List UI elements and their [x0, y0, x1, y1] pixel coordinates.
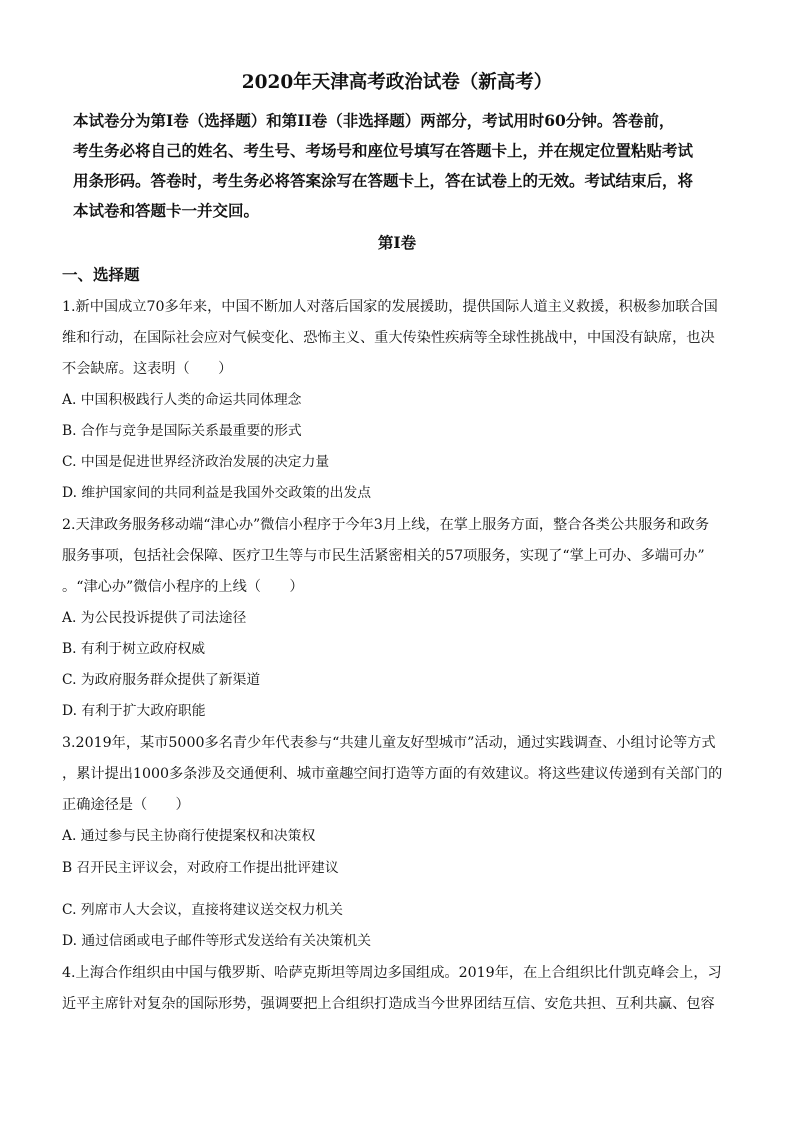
question-3-option-c: C. 列席市人大会议，直接将建议送交权力机关 [62, 902, 343, 918]
section-title: 第Ⅰ卷 [377, 233, 417, 252]
question-1-option-c: C. 中国是促进世界经济政治发展的决定力量 [62, 454, 330, 470]
page-title: 2020年天津高考政治试卷（新高考） [241, 72, 553, 93]
question-3-text: 正确途径是（ ） [62, 797, 190, 813]
exam-instructions [73, 106, 723, 226]
question-2-text: 。“津心办”微信小程序的上线（ ） [62, 579, 304, 595]
question-3-option-a: A. 通过参与民主协商行使提案权和决策权 [62, 828, 316, 844]
instruction-line: 用条形码。答卷时，考生务必将答案涂写在答题卡上，答在试卷上的无效。考试结束后，将 [73, 171, 694, 190]
question-2-text: 2.天津政务服务移动端“津心办”微信小程序于今年3月上线，在掌上服务方面，整合各类公共服务和政务 [62, 517, 710, 533]
question-1-option-a: A. 中国积极践行人类的命运共同体理念 [62, 392, 302, 408]
question-1-option-b: B. 合作与竞争是国际关系最重要的形式 [62, 423, 302, 439]
question-2-option-a: A. 为公民投诉提供了司法途径 [62, 610, 247, 626]
instruction-line: 本试卷分为第Ⅰ卷（选择题）和第II卷（非选择题）两部分，考试用时60分钟。答卷前， [73, 111, 675, 130]
part-title: 一、选择题 [62, 265, 140, 284]
question-4-text: 4.上海合作组织由中国与俄罗斯、哈萨克斯坦等周边多国组成。2019年，在上合组织比什凯克峰会上，习 [62, 965, 722, 981]
question-1-text: 1.新中国成立70多年来，中国不断加人对落后国家的发展援助，提供国际人道主义救援，积极参加联合国 [62, 299, 718, 315]
question-1-text: 维和行动，在国际社会应对气候变化、恐怖主义、重大传染性疾病等全球性挑战中，中国没有缺席，也决 [62, 330, 715, 346]
question-2-text: 服务事项，包括社会保障、医疗卫生等与市民生活紧密相关的57项服务，实现了“掌上可办、多端可办” [62, 548, 705, 564]
question-2-option-d: D. 有利于扩大政府职能 [62, 703, 206, 719]
instruction-line: 考生务必将自己的姓名、考生号、考场号和座位号填写在答题卡上，并在规定位置粘贴考试 [73, 141, 694, 160]
question-3-text: ，累计提出1000多条涉及交通便利、城市童趣空间打造等方面的有效建议。将这些建议传递到有关部门的 [62, 766, 723, 782]
question-3-text: 3.2019年，某市5000多名青少年代表参与“共建儿童友好型城市”活动，通过实践调查、小组讨论等方式 [62, 735, 716, 751]
question-1-text: 不会缺席。这表明（ ） [62, 361, 233, 377]
question-2-option-b: B. 有利于树立政府权威 [62, 641, 206, 657]
question-4-text: 近平主席针对复杂的国际形势，强调要把上合组织打造成当今世界团结互信、安危共担、互利共赢、包容 [62, 996, 715, 1012]
question-1-option-d: D. 维护国家间的共同利益是我国外交政策的出发点 [62, 485, 372, 501]
question-3-option-b: B 召开民主评议会，对政府工作提出批评建议 [62, 860, 339, 876]
question-3-option-d: D. 通过信函或电子邮件等形式发送给有关决策机关 [62, 933, 372, 949]
instruction-line: 本试卷和答题卡一并交回。 [73, 201, 260, 220]
question-2-option-c: C. 为政府服务群众提供了新渠道 [62, 672, 261, 688]
